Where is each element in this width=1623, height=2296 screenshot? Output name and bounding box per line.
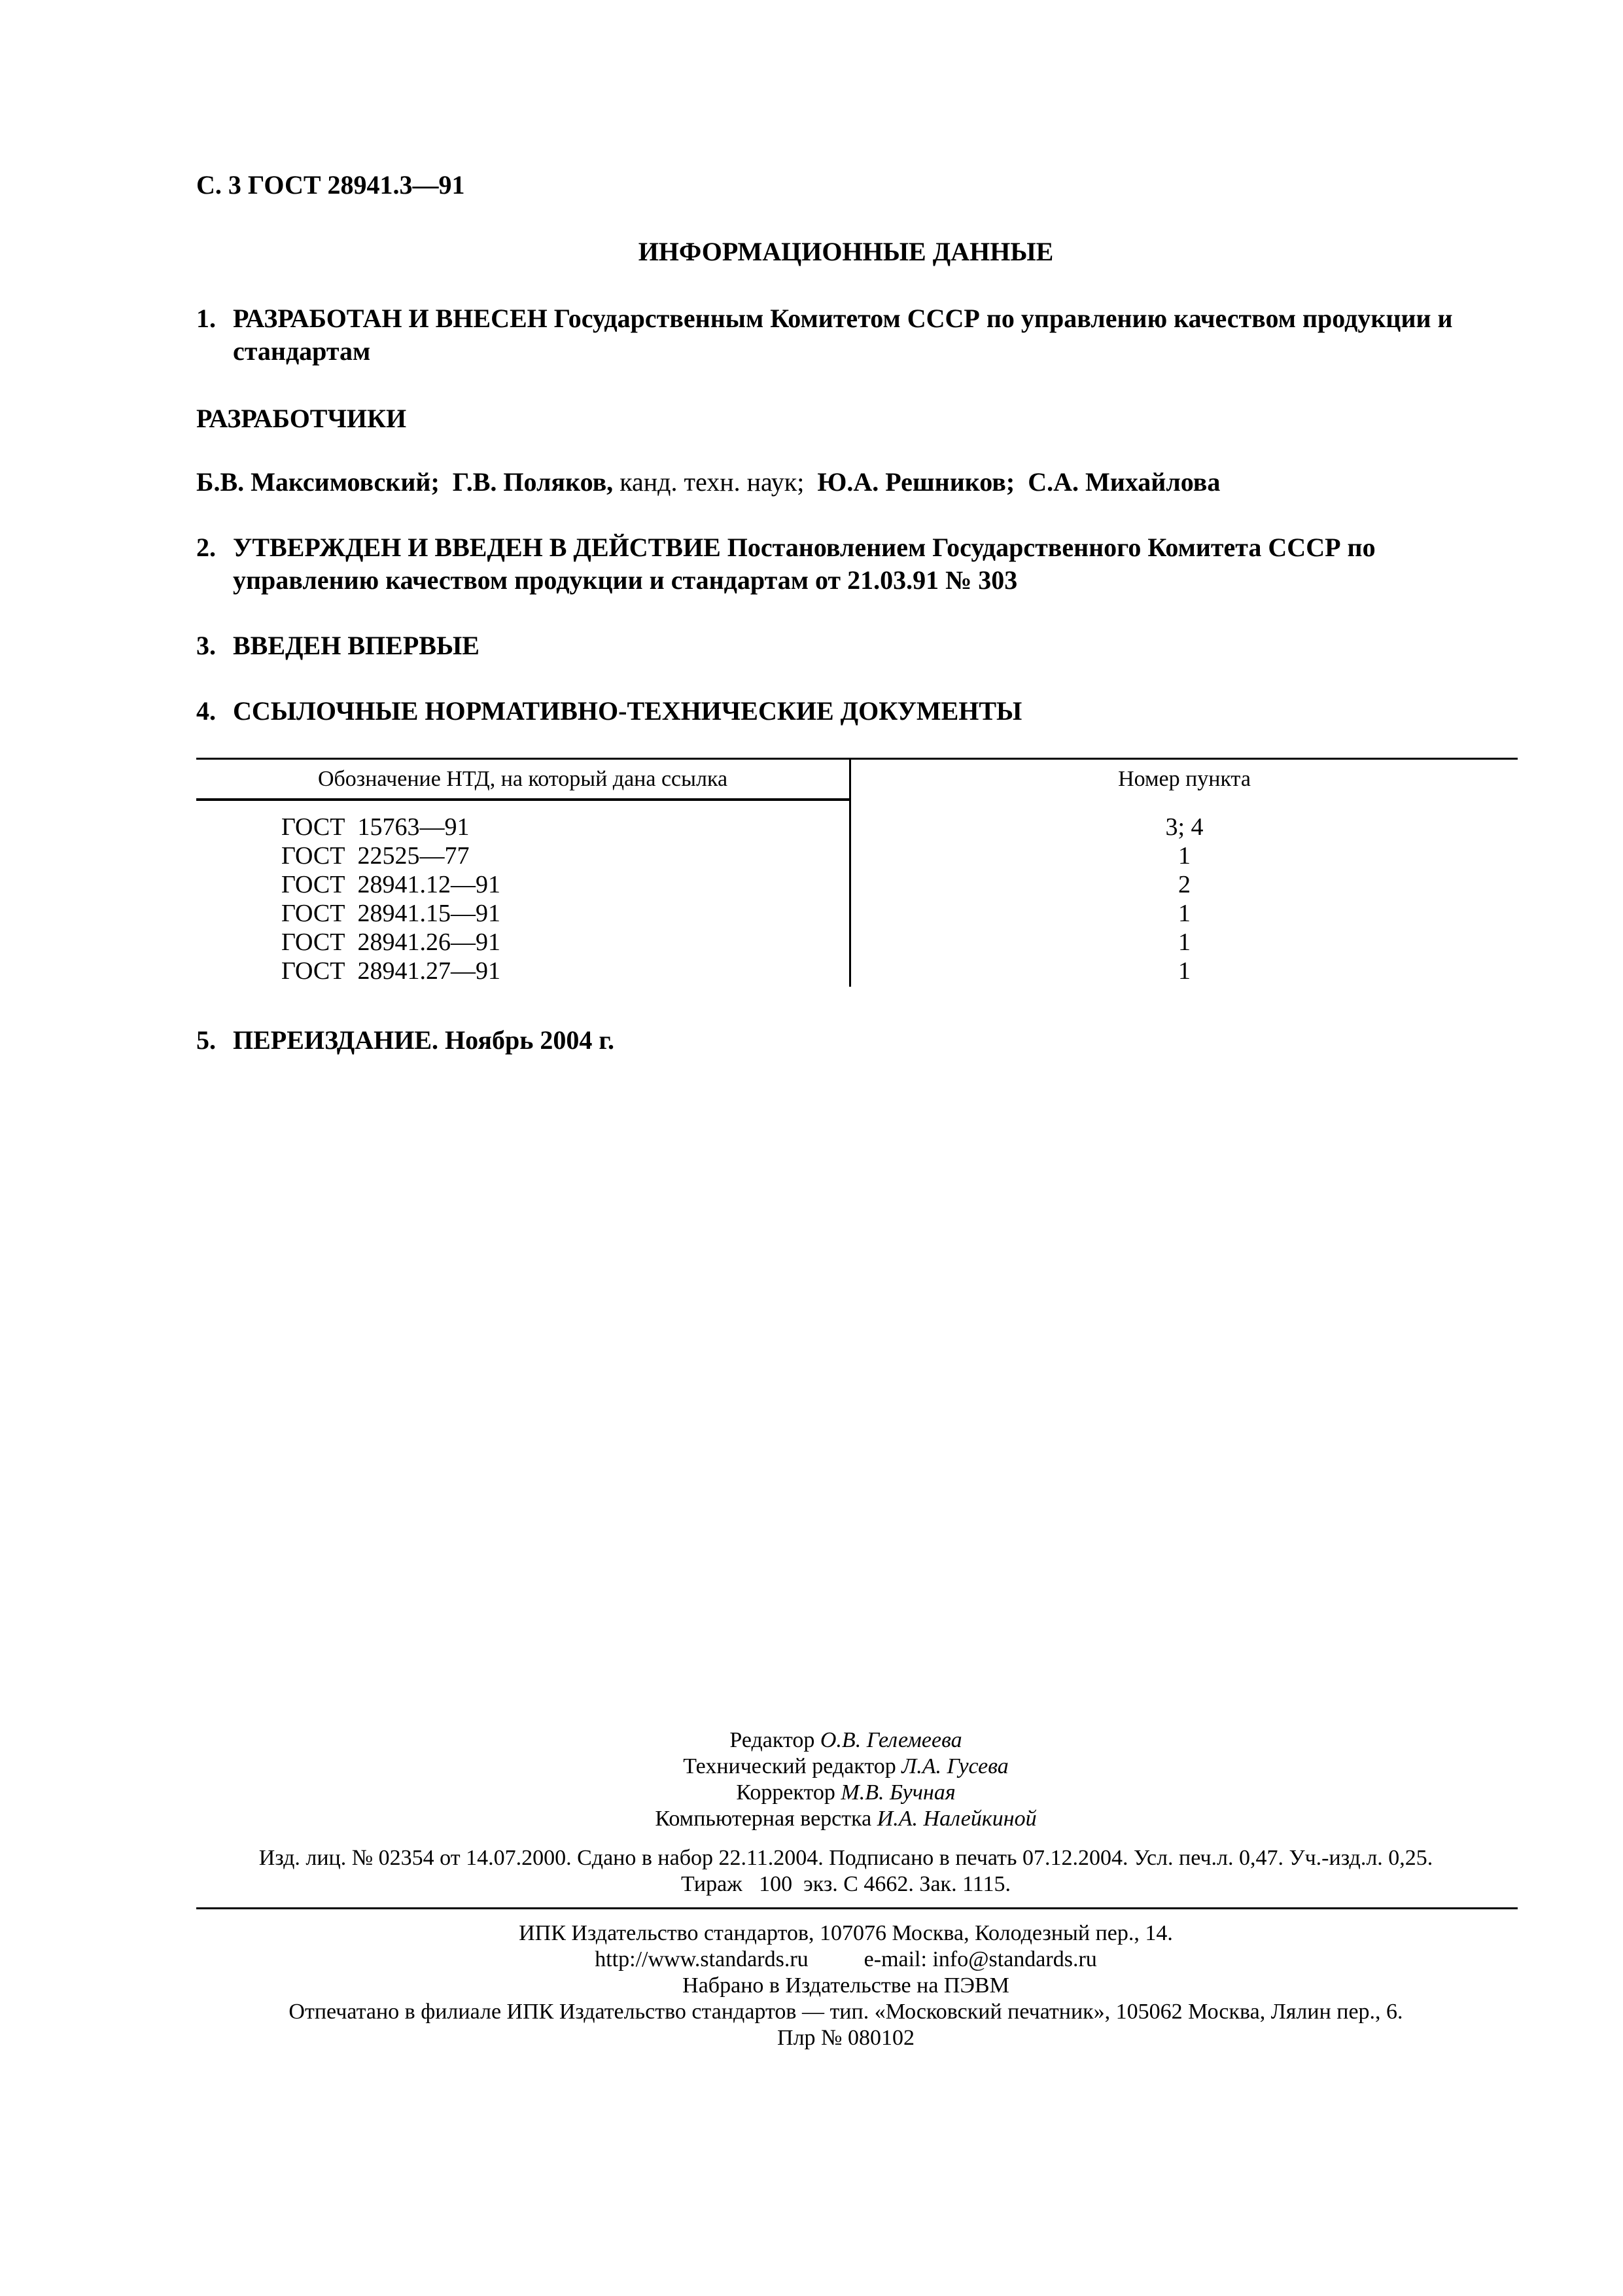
license-number: Плр № 080102 [777, 2026, 915, 2050]
layout-name: И.А. Налейкиной [877, 1807, 1037, 1831]
item-4-number: 4. [196, 696, 216, 726]
item-3-label: ВВЕДЕН ВПЕРВЫЕ [233, 631, 480, 660]
table-cell-document: ГОСТ 15763—91 [281, 813, 470, 841]
table-header-rule [196, 798, 850, 801]
item-2-text: Постановлением Государственного Комитета СССР по управлению качеством продукции и стандартам от 21.03.91 № 303 [233, 533, 1376, 595]
author-4: С.А. Михайлова [1028, 467, 1221, 497]
table-cell-document: ГОСТ 28941.15—91 [281, 900, 500, 927]
table-row [196, 957, 1518, 985]
table-cell-point: 1 [1178, 900, 1191, 927]
table-cell-point: 1 [1178, 842, 1191, 870]
publisher-info [0, 1920, 1623, 2051]
section-title: ИНФОРМАЦИОННЫЕ ДАННЫЕ [638, 237, 1054, 266]
table-header-point: Номер пункта [1118, 767, 1251, 791]
layout-role: Компьютерная верстка [655, 1807, 872, 1831]
authors-line [196, 466, 1220, 499]
item-1-number: 1. [196, 304, 216, 333]
table-row [196, 870, 1518, 899]
table-cell-document: ГОСТ 22525—77 [281, 842, 470, 870]
table-cell-point: 1 [1178, 957, 1191, 985]
table-row [196, 899, 1518, 928]
edition-line-1: Изд. лиц. № 02354 от 14.07.2000. Сдано в набор 22.11.2004. Подписано в печать 07.12.2004. Усл. печ.л. 0,47. Уч.-изд.л. 0,25. [258, 1846, 1433, 1870]
table-cell-point: 1 [1178, 928, 1191, 956]
item-2-label: УТВЕРЖДЕН И ВВЕДЕН В ДЕЙСТВИЕ [233, 533, 721, 562]
references-table [196, 758, 1518, 987]
author-2: Г.В. Поляков, [452, 467, 614, 497]
table-row [196, 841, 1518, 870]
edition-line-2: Тираж 100 экз. С 4662. Зак. 1115. [680, 1872, 1011, 1896]
publisher-address: ИПК Издательство стандартов, 107076 Москва, Колодезный пер., 14. [519, 1921, 1173, 1945]
tech-editor-role: Технический редактор [683, 1754, 896, 1778]
item-4-label: ССЫЛОЧНЫЕ НОРМАТИВНО-ТЕХНИЧЕСКИЕ ДОКУМЕНТЫ [233, 696, 1022, 726]
item-3-number: 3. [196, 631, 216, 660]
typeset-note: Набрано в Издательстве на ПЭВМ [682, 1973, 1009, 1998]
page-header: С. 3 ГОСТ 28941.3—91 [196, 170, 465, 200]
table-cell-point: 3; 4 [1165, 813, 1204, 841]
developers-heading: РАЗРАБОТЧИКИ [196, 404, 407, 433]
table-cell-document: ГОСТ 28941.12—91 [281, 871, 500, 898]
editor-line [0, 1727, 1623, 1754]
corrector-line [0, 1780, 1623, 1806]
item-2-number: 2. [196, 533, 216, 562]
tech-editor-name: Л.А. Гусева [901, 1754, 1009, 1778]
item-4 [196, 695, 1518, 728]
publisher-email[interactable]: e-mail: info@standards.ru [864, 1947, 1097, 1971]
table-cell-document: ГОСТ 28941.26—91 [281, 928, 500, 956]
author-2-degree: канд. техн. наук; [620, 467, 805, 497]
item-5-number: 5. [196, 1025, 216, 1055]
table-header-document: Обозначение НТД, на который дана ссылка [317, 767, 728, 791]
table-cell-point: 2 [1178, 871, 1191, 898]
item-1-label: РАЗРАБОТАН И ВНЕСЕН [233, 304, 548, 333]
table-cell-document: ГОСТ 28941.27—91 [281, 957, 500, 985]
table-row [196, 928, 1518, 957]
item-5 [196, 1024, 1518, 1057]
tech-editor-line [0, 1754, 1623, 1780]
table-row [196, 813, 1518, 841]
corrector-name: М.В. Бучная [841, 1780, 956, 1805]
item-1 [196, 302, 1518, 368]
editor-name: О.В. Гелемеева [820, 1728, 962, 1752]
item-3 [196, 629, 1518, 662]
printed-note: Отпечатано в филиале ИПК Издательство стандартов — тип. «Московский печатник», 105062 Москва, Лялин пер., 6. [288, 2000, 1403, 2024]
imprint-divider [196, 1907, 1518, 1909]
editorial-credits [0, 1727, 1623, 1832]
editor-role: Редактор [729, 1728, 815, 1752]
author-3: Ю.А. Решников; [817, 467, 1015, 497]
item-1-text: Государственным Комитетом СССР по управлению качеством продукции и стандартам [233, 304, 1453, 366]
layout-line [0, 1806, 1623, 1832]
corrector-role: Корректор [736, 1780, 835, 1805]
publisher-contacts [0, 1947, 1623, 1973]
edition-info [0, 1845, 1623, 1898]
item-5-label: ПЕРЕИЗДАНИЕ. Ноябрь 2004 г. [233, 1025, 615, 1055]
publisher-url[interactable]: http://www.standards.ru [595, 1947, 809, 1971]
table-top-rule [196, 758, 1518, 760]
item-2 [196, 531, 1518, 597]
author-1: Б.В. Максимовский; [196, 467, 440, 497]
